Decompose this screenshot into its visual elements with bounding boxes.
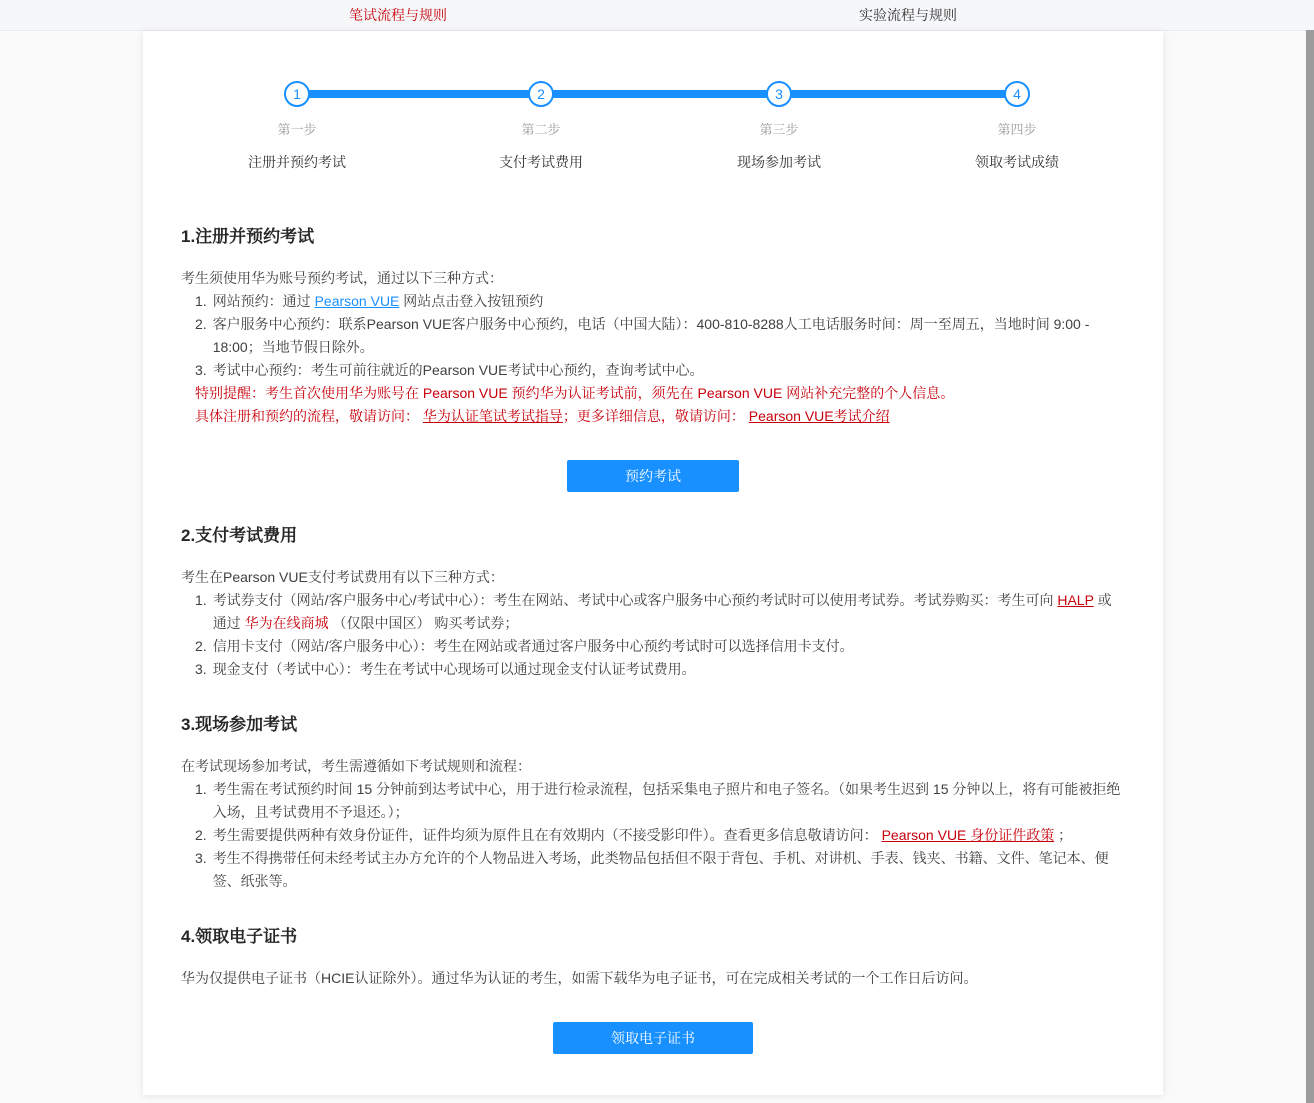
section-3-intro: 在考试现场参加考试，考生需遵循如下考试规则和流程： — [181, 758, 531, 774]
list-item-number: 2. — [195, 316, 207, 332]
list-item-text — [213, 290, 1125, 313]
step-4-title: 领取考试成绩 — [975, 154, 1059, 170]
guide-links-line — [195, 405, 1125, 428]
top-tab-bar — [0, 0, 1314, 31]
written-exam-guide-link[interactable]: 华为认证笔试考试指导 — [422, 408, 563, 424]
list-item-number: 3. — [195, 362, 207, 378]
section-1-intro: 考生须使用华为账号预约考试，通过以下三种方式： — [181, 270, 503, 286]
top-tab-bar-inner — [143, 0, 1163, 30]
section-4-intro: 华为仅提供电子证书（HCIE认证除外）。通过华为认证的考生，如需下载华为电子证书，可在完成相关考试的一个工作日后访问。 — [181, 970, 978, 986]
text-segment: 网站点击登入按钮预约 — [399, 293, 544, 309]
section-1-heading: 1.注册并预约考试 — [181, 227, 315, 246]
list-item-text — [213, 824, 1125, 847]
text-segment: 现金支付（考试中心）：考生在考试中心现场可以通过现金支付认证考试费用。 — [212, 661, 696, 677]
text-segment: 客户服务中心预约：联系Pearson VUE客户服务中心预约，电话（中国大陆）：400-810-8288人工电话服务时间：周一至周五，当地时间 9:00 - 18:00；当地节假日除外。 — [212, 316, 1090, 355]
text-segment: 信用卡支付（网站/客户服务中心）：考生在网站或者通过客户服务中心预约考试时可以选择信用卡支付。 — [212, 638, 854, 654]
text-segment: 或通过 — [212, 592, 1112, 631]
list-item — [195, 658, 1125, 681]
list-item — [195, 635, 1125, 658]
button-row — [181, 428, 1125, 492]
halp-link[interactable]: HALP — [1057, 592, 1094, 608]
tab-written-exam-process[interactable]: 笔试流程与规则 — [349, 7, 447, 23]
list-item-text — [213, 778, 1125, 824]
step-1-label: 第一步 — [277, 122, 317, 137]
step-4-label: 第四步 — [997, 122, 1037, 137]
section-2-heading: 2.支付考试费用 — [181, 526, 298, 545]
pearson-vue-intro-link[interactable]: Pearson VUE考试介绍 — [748, 408, 890, 424]
text-segment: 考试券支付（网站/客户服务中心/考试中心）：考生在网站、考试中心或客户服务中心预约考试时可以使用考试券。考试券购买：考生可向 — [212, 592, 1058, 608]
pearson-vue-link[interactable]: Pearson VUE — [314, 293, 400, 309]
stepper-step-4 — [897, 81, 1137, 169]
step-2-title: 支付考试费用 — [499, 154, 583, 170]
list-item-number: 2. — [195, 827, 207, 843]
text-segment: 网站预约：通过 — [212, 293, 315, 309]
section-register-and-book — [181, 227, 1125, 492]
section-3-heading: 3.现场参加考试 — [181, 715, 298, 734]
list-item-number: 3. — [195, 850, 207, 866]
section-attend-exam-onsite — [181, 715, 1125, 893]
scrollbar-thumb[interactable] — [1306, 30, 1314, 1103]
list-item — [195, 589, 1125, 635]
main-card — [143, 31, 1163, 1095]
list-item-number: 2. — [195, 638, 207, 654]
list-item — [195, 824, 1125, 847]
text-segment: 考生需要提供两种有效身份证件，证件均须为原件且在有效期内（不接受影印件）。查看更多信息敬请访问： — [212, 827, 882, 843]
list-item — [195, 313, 1125, 359]
text-segment: 考生不得携带任何未经考试主办方允许的个人物品进入考场，此类物品包括但不限于背包、手机、对讲机、手表、钱夹、书籍、文件、笔记本、便签、纸张等。 — [212, 850, 1109, 889]
list-item-text — [213, 313, 1125, 359]
step-3-title: 现场参加考试 — [737, 154, 821, 170]
text-segment: ；更多详细信息，敬请访问： — [562, 408, 749, 424]
button-row — [181, 990, 1125, 1054]
list-item — [195, 778, 1125, 824]
text-segment: （仅限中国区） 购买考试券； — [328, 615, 519, 631]
section-2-intro: 考生在Pearson VUE支付考试费用有以下三种方式： — [181, 569, 504, 585]
get-certificate-button[interactable]: 领取电子证书 — [553, 1022, 753, 1054]
card-content — [143, 227, 1163, 1095]
text-segment: ； — [1054, 827, 1073, 843]
special-reminder-line — [195, 382, 1125, 405]
step-2-number-badge: 2 — [528, 81, 554, 107]
section-4-heading: 4.领取电子证书 — [181, 927, 298, 946]
stepper-step-3 — [659, 81, 899, 169]
list-item-text — [213, 658, 1125, 681]
stepper-step-1 — [177, 81, 417, 169]
text-segment: 具体注册和预约的流程，敬请访问： — [195, 408, 423, 424]
step-1-title: 注册并预约考试 — [248, 154, 346, 170]
list-item — [195, 359, 1125, 382]
list-item-number: 1. — [195, 592, 207, 608]
step-4-number-badge: 4 — [1004, 81, 1030, 107]
id-policy-link[interactable]: Pearson VUE 身份证件政策 — [881, 827, 1055, 843]
list-item-number: 1. — [195, 781, 207, 797]
page-scrollbar — [1306, 0, 1314, 1103]
step-1-number-badge: 1 — [284, 81, 310, 107]
text-segment: 考试中心预约：考生可前往就近的Pearson VUE考试中心预约，查询考试中心。 — [212, 362, 704, 378]
tab-lab-exam-process[interactable]: 实验流程与规则 — [859, 7, 957, 23]
exam-steps-stepper — [143, 31, 1163, 193]
section-get-e-certificate — [181, 927, 1125, 1054]
step-3-number-badge: 3 — [766, 81, 792, 107]
list-item-number: 1. — [195, 293, 207, 309]
list-item-text — [213, 359, 1125, 382]
list-item-number: 3. — [195, 661, 207, 677]
step-2-label: 第二步 — [521, 122, 561, 137]
text-segment: 考生需在考试预约时间 15 分钟前到达考试中心，用于进行检录流程，包括采集电子照片和电子签名。（如果考生迟到 15 分钟以上，将有可能被拒绝入场，且考试费用不予退还。）； — [212, 781, 1121, 820]
section-pay-exam-fee — [181, 526, 1125, 681]
list-item-text — [213, 589, 1125, 635]
list-item-text — [213, 847, 1125, 893]
stepper-step-2 — [421, 81, 661, 169]
text-segment: 特别提醒：考生首次使用华为账号在 Pearson VUE 预约华为认证考试前，须先在 Pearson VUE 网站补充完整的个人信息。 — [195, 385, 955, 401]
book-exam-button[interactable]: 预约考试 — [567, 460, 739, 492]
list-item — [195, 290, 1125, 313]
list-item — [195, 847, 1125, 893]
list-item-text — [213, 635, 1125, 658]
step-3-label: 第三步 — [759, 122, 799, 137]
huawei-online-mall-link[interactable]: 华为在线商城 — [244, 615, 329, 631]
